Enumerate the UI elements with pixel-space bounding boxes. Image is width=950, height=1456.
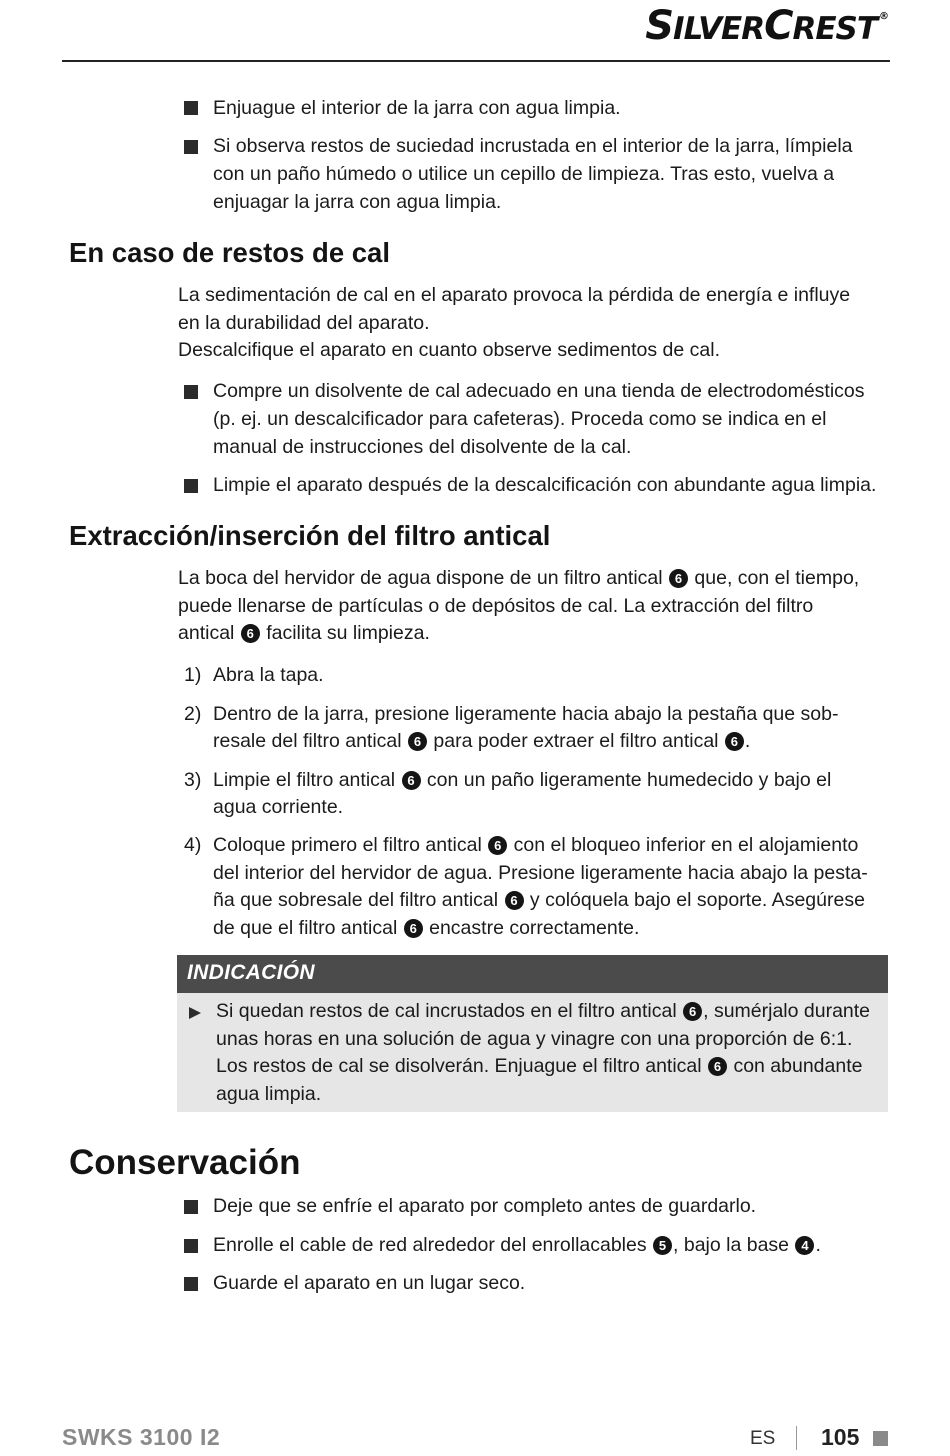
storage-bullet-1: Deje que se enfríe el aparato por completo antes de guardarlo. xyxy=(213,1195,757,1217)
page-number: 105 xyxy=(821,1424,860,1450)
step-2-line1: Dentro de la jarra, presione ligeramente hacia abajo la pestaña que sob- xyxy=(213,703,839,725)
brand-logo: SILVERCREST ® xyxy=(645,3,888,49)
cal-paragraph-line1: La sedimentación de cal en el aparato provoca la pérdida de energía e influye xyxy=(178,284,851,306)
header-rule xyxy=(62,60,890,62)
note-title: INDICACIÓN xyxy=(187,961,315,984)
cal-paragraph-line3: Descalcifique el aparato en cuanto observe sedimentos de cal. xyxy=(178,339,720,361)
note-line2: unas horas en una solución de agua y vinagre con una proporción de 6:1. xyxy=(216,1027,853,1050)
ref-5-icon: 5 xyxy=(653,1236,672,1255)
section-heading-storage: Conservación xyxy=(69,1143,301,1182)
step-4-line4: de que el filtro antical 6 encastre correctamente. xyxy=(213,917,640,939)
footer-model: SWKS 3100 I2 xyxy=(62,1424,221,1450)
filter-intro-line3: antical 6 facilita su limpieza. xyxy=(178,622,430,644)
step-4-line1: Coloque primero el filtro antical 6 con el bloqueo inferior en el alojamiento xyxy=(213,834,859,856)
ref-6-icon: 6 xyxy=(683,1002,702,1021)
intro-bullet-2-line3: enjuagar la jarra con agua limpia. xyxy=(213,191,502,213)
step-4-line2: del interior del hervidor de agua. Presione ligeramente hacia abajo la pesta- xyxy=(213,862,868,884)
bullet-square xyxy=(184,1200,198,1214)
ref-6-icon: 6 xyxy=(408,732,427,751)
ref-6-icon: 6 xyxy=(241,624,260,643)
step-3-line2: agua corriente. xyxy=(213,796,344,818)
intro-bullet-1: Enjuague el interior de la jarra con agua limpia. xyxy=(213,97,621,119)
intro-bullet-2-line2: con un paño húmedo o utilice un cepillo de limpieza. Tras esto, vuelva a xyxy=(213,163,835,185)
bullet-square xyxy=(184,101,198,115)
filter-intro-line2: puede llenarse de partículas o de depósitos de cal. La extracción del filtro xyxy=(178,595,814,617)
ref-6-icon: 6 xyxy=(505,891,524,910)
step-3-line1: Limpie el filtro antical 6 con un paño ligeramente humedecido y bajo el xyxy=(213,769,832,791)
cal-bullet-1-line2: (p. ej. un descalcificador para cafeteras). Proceda como se indica en el xyxy=(213,408,827,430)
note-line4: agua limpia. xyxy=(216,1082,322,1105)
note-text xyxy=(216,998,876,1108)
note-line3: Los restos de cal se disolverán. Enjuague el filtro antical 6 con abundante xyxy=(216,1055,863,1077)
step-number: 4) xyxy=(184,834,202,856)
cal-bullet-1-line1: Compre un disolvente de cal adecuado en una tienda de electrodomésticos xyxy=(213,380,865,402)
ref-6-icon: 6 xyxy=(404,919,423,938)
bullet-square xyxy=(184,1239,198,1253)
step-1: Abra la tapa. xyxy=(213,664,324,686)
cal-bullet-2: Limpie el aparato después de la descalcificación con abundante agua limpia. xyxy=(213,474,877,496)
section-heading-cal: En caso de restos de cal xyxy=(69,237,390,268)
footer-divider xyxy=(796,1426,797,1450)
storage-bullet-3: Guarde el aparato en un lugar seco. xyxy=(213,1272,526,1294)
cal-paragraph-line2: en la durabilidad del aparato. xyxy=(178,312,430,334)
ref-6-icon: 6 xyxy=(708,1057,727,1076)
section-heading-filter: Extracción/inserción del filtro antical xyxy=(69,520,551,551)
step-number: 3) xyxy=(184,769,202,791)
step-2-line2: resale del filtro antical 6 para poder extraer el filtro antical 6 . xyxy=(213,730,751,752)
filter-intro-line1: La boca del hervidor de agua dispone de un filtro antical 6 que, con el tiempo, xyxy=(178,567,860,589)
footer-language: ES xyxy=(750,1428,776,1449)
bullet-square xyxy=(184,140,198,154)
note-line1: Si quedan restos de cal incrustados en el filtro antical 6 , sumérjalo durante xyxy=(216,1000,871,1022)
ref-4-icon: 4 xyxy=(795,1236,814,1255)
ref-6-icon: 6 xyxy=(488,836,507,855)
bullet-square xyxy=(184,1277,198,1291)
bullet-square xyxy=(184,479,198,493)
step-number: 1) xyxy=(184,664,202,686)
note-header xyxy=(177,955,888,993)
cal-bullet-1-line3: manual de instrucciones del disolvente de la cal. xyxy=(213,436,632,458)
note-body xyxy=(177,993,888,1112)
ref-6-icon: 6 xyxy=(402,771,421,790)
storage-bullet-2: Enrolle el cable de red alrededor del enrollacables 5 , bajo la base 4 . xyxy=(213,1234,821,1256)
footer-square-icon xyxy=(873,1431,888,1446)
ref-6-icon: 6 xyxy=(669,569,688,588)
intro-bullet-2-line1: Si observa restos de suciedad incrustada en el interior de la jarra, límpiela xyxy=(213,135,853,157)
step-4-line3: ña que sobresale del filtro antical 6 y colóquela bajo el soporte. Asegúrese xyxy=(213,889,865,911)
ref-6-icon: 6 xyxy=(725,732,744,751)
arrow-right-icon xyxy=(189,1007,201,1019)
step-number: 2) xyxy=(184,703,202,725)
bullet-square xyxy=(184,385,198,399)
